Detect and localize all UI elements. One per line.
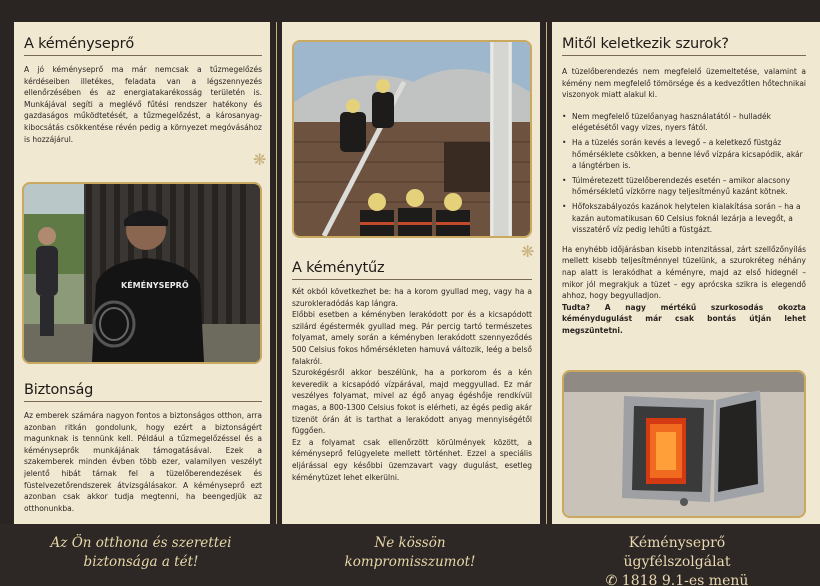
column-chimney-sweep: [14, 22, 270, 524]
chimney-fire-paragraph: Két okból következhet be: ha a korom gyullad meg, vagy ha a szurokleradódás kap lángra.: [292, 287, 532, 308]
did-you-know-text: Tudta? A nagy mértékű szurkosodás okozta kéménydugulást már csak bontás útján lehet megszüntetni.: [562, 302, 806, 335]
list-item: • Nem megfelelő tüzelőanyag használatától – hulladék elégetésétől vagy vizes, nyers fától.: [562, 111, 806, 134]
column-divider: [276, 22, 277, 524]
phone-number: 1818 9.1-es menü: [621, 573, 749, 586]
footer-line: biztonsága a tét!: [83, 554, 199, 570]
ornament-icon: ❋: [253, 150, 267, 169]
list-item: • Ha a tüzelés során kevés a levegő – a keletkező füstgáz hőmérséklete csökken, a benne lévő vízpára kicsapódik, akár a lángtérben is.: [562, 137, 806, 172]
ornament-icon: ❋: [521, 242, 535, 261]
chimney-fire-text: [292, 286, 532, 483]
safety-text: Az emberek számára nagyon fontos a biztonságos otthon, arra azonban ritkán gondolunk, hogy ezért a biztonságért magunknak is tennünk kell. Például a tűzmegelőzéssel és a kéményseprők munkájának támogatásával. Ezek a szakemberek minden évben több ezer, valamilyen veszélyt jelentő hibát tárnak fel a tüzelőberendezések és füstelvezetőrendszerek átvizsgálásakor. A kéményseprő ezt azonban csak akkor tudja megtenni, ha beengedjük az otthonunkba.: [24, 411, 262, 513]
footer-phone: [574, 572, 780, 586]
title-rule: [292, 279, 532, 280]
list-item: • Túlméretezett tüzelőberendezés esetén – amikor alacsony hőmérsékletű vízkörre nagy teljesítményű kazánt kötnek.: [562, 175, 806, 198]
chimney-fire-paragraph: Szurokégésről akkor beszélünk, ha a porkorom és a kén keveredik a kicsapódó vízpárával, majd meggyullad. Ez már veszélyes folyamat, mivel az égő anyag égéshője rendkívül magas, a 800-1300 Celsius fokot is elérheti, az égés pedig akár tizenöt órán át is tarthat a lerakódott anyag mennyiségétől függően.: [292, 368, 532, 436]
chimney-fire-paragraph: Előbbi esetben a kéményben lerakódott por és a kicsapódott szilárd égéstermék gyullad meg. Pár percig tartó természetes folyamat, amely során a kéményben lerakódott szennyeződés 500 Celsius fokos hőmérsékleten hamuvá változik, leég a belső falakról.: [292, 310, 532, 366]
footer-line: Ne kössön: [374, 535, 446, 551]
title-rule: [562, 55, 806, 56]
shirt-print: KÉMÉNYSEPRŐ: [121, 281, 189, 290]
footer-slogan-left: [26, 534, 256, 572]
column-tar-causes: [552, 22, 820, 524]
list-item: • Hőfokszabályozós kazánok helytelen kialakítása során – ha a kazán automatikusan 60 Celsius foknál lezárja a levegőt, a visszatérő víz pedig lehűti a füstgázt.: [562, 201, 806, 236]
title-rule: [24, 401, 262, 402]
footer-service: [574, 534, 780, 586]
tar-causes-list: [562, 111, 806, 236]
footer-line: Kéményseprő ügyfélszolgálat: [623, 535, 731, 570]
footer-line: Az Ön otthona és szerettei: [50, 535, 232, 551]
chimney-fire-paragraph: Ez a folyamat csak ellenőrzött körülmények között, a kéményseprő felügyelete mellett történhet. Ezzel a speciális eljárással egy későbbi üzemzavart vagy dugulást, esetleg kéménytüzet lehet elkerülni.: [292, 437, 532, 482]
footer: [0, 524, 820, 586]
top-bar: [0, 0, 820, 22]
section-title-safety: Biztonság: [24, 382, 94, 398]
footer-slogan-middle: [300, 534, 520, 572]
tar-paragraph: Ha enyhébb időjárásban kisebb intenzitással, zárt szellőzőnyílás mellett kisebb teljesítménnyel tüzelünk, a szurokréteg néhány nap alatt is lerakódhat a kéményre, majd az első hidegnél – mikor jól megrakjuk a tüzet – egy aprócska szikra is elegendő ahhoz, hogy begyulladjon.: [562, 244, 806, 301]
chimney-sweep-text: A jó kéményseprő ma már nemcsak a tűzmegelőzés kérdéseiben illetékes, feladata van a légszennyezés ellenőrzésében és az energiatakarékosság területén is. Munkájával segíti a meglévő fűtési rendszer hatékony és gazdaságos működtetését, a tűzmegelőzést, a károsanyag-kibocsátás csökkentése révén pedig a környezet megóvásához is hozzájárul.: [24, 65, 262, 144]
section-title-chimney-sweep: A kéményseprő: [24, 36, 135, 52]
footer-line: kompromisszumot!: [344, 554, 476, 570]
tar-intro-text: A tüzelőberendezés nem megfelelő üzemeltetése, valamint a kémény nem megfelelő tömörsége és a kedvezőtlen hőtechnikai viszonyok miatt alakul ki.: [562, 67, 806, 100]
title-rule: [24, 55, 262, 56]
photo-chimney-sweep: [22, 182, 262, 364]
column-chimney-fire: [282, 22, 540, 524]
section-title-tar: Mitől keletkezik szurok?: [562, 36, 729, 52]
photo-firefighters: [292, 40, 532, 238]
phone-icon: ✆: [605, 573, 622, 586]
photo-stove-fire: [562, 370, 806, 518]
section-title-chimney-fire: A kéménytűz: [292, 260, 385, 276]
column-divider: [546, 22, 547, 524]
